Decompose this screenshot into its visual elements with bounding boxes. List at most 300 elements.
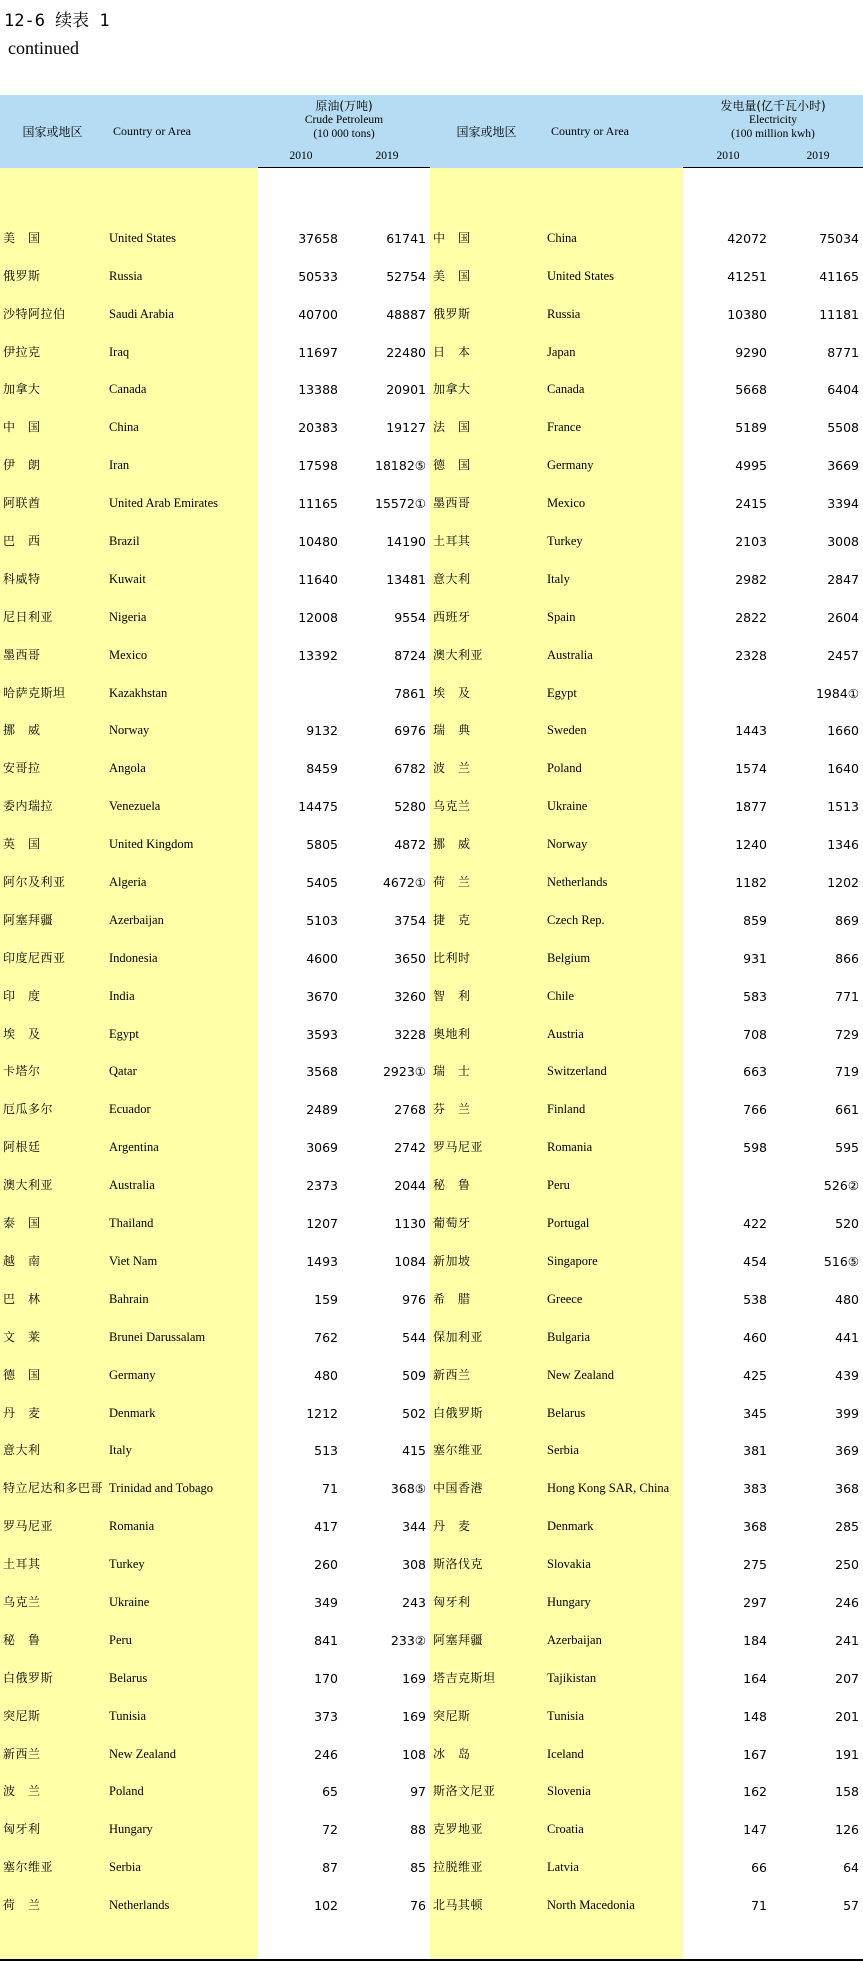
left-country-en: Poland [105, 1768, 258, 1806]
crude-2010-value: 65 [322, 1784, 338, 1800]
crude-2010-value: 246 [314, 1746, 338, 1762]
right-country-cn: 智 利 [430, 972, 543, 1010]
left-country-cn: 土耳其 [0, 1540, 105, 1578]
right-country-cn: 捷 克 [430, 896, 543, 934]
right-country-en: Tajikistan [543, 1654, 683, 1692]
electricity-header-unit: (100 million kwh) [731, 128, 815, 140]
left-country-en: Brunei Darussalam [105, 1313, 258, 1351]
electricity-2010-value: 425 [743, 1367, 767, 1383]
right-country-en: Germany [543, 441, 683, 479]
electricity-2010-value: 42072 [727, 230, 767, 246]
left-country-cn: 荷 兰 [0, 1881, 105, 1919]
left-country-cn: 罗马尼亚 [0, 1502, 105, 1540]
right-country-en: Hong Kong SAR, China [543, 1464, 683, 1502]
electricity-2019-value: 241 [835, 1632, 859, 1648]
left-country-cn: 美 国 [0, 214, 105, 252]
left-country-en: Turkey [105, 1540, 258, 1578]
left-country-en: Algeria [105, 858, 258, 896]
crude-2010-value: 4600 [306, 950, 338, 966]
right-country-cn: 土耳其 [430, 517, 543, 555]
electricity-2019-value: 6404 [827, 382, 859, 398]
crude-2019-value: 368⑤ [390, 1481, 426, 1497]
right-country-en: Chile [543, 972, 683, 1010]
left-country-cn: 突尼斯 [0, 1692, 105, 1730]
electricity-2019-value: 126 [835, 1822, 859, 1838]
electricity-2010-value: 4995 [735, 458, 767, 474]
left-country-en: Belarus [105, 1654, 258, 1692]
right-country-cn: 比利时 [430, 934, 543, 972]
right-country-cn: 突尼斯 [430, 1692, 543, 1730]
crude-2010-value: 8459 [306, 761, 338, 777]
electricity-2010-value: 538 [743, 1291, 767, 1307]
table-row [0, 555, 863, 593]
crude-2010-value: 480 [314, 1367, 338, 1383]
left-country-cn: 厄瓜多尔 [0, 1085, 105, 1123]
electricity-2019-value: 1202 [827, 875, 859, 891]
table-row [0, 1464, 863, 1502]
right-country-cn: 希 腊 [430, 1275, 543, 1313]
right-country-cn: 白俄罗斯 [430, 1389, 543, 1427]
electricity-2019-value: 439 [835, 1367, 859, 1383]
electricity-2010-value: 460 [743, 1329, 767, 1345]
left-country-cn: 泰 国 [0, 1199, 105, 1237]
table-row [0, 252, 863, 290]
electricity-2019-value: 595 [835, 1140, 859, 1156]
left-country-cn: 阿联酋 [0, 479, 105, 517]
electricity-2019-value: 771 [835, 988, 859, 1004]
right-country-en: Peru [543, 1161, 683, 1199]
right-country-cn: 瑞 典 [430, 707, 543, 745]
left-country-en: New Zealand [105, 1730, 258, 1768]
crude-2019-value: 243 [402, 1594, 426, 1610]
crude-2010-value: 1207 [306, 1216, 338, 1232]
left-country-en: Azerbaijan [105, 896, 258, 934]
right-year-2019-header: 2019 [773, 145, 863, 168]
right-country-cn: 澳大利亚 [430, 631, 543, 669]
crude-2019-value: 344 [402, 1519, 426, 1535]
electricity-2010-value: 5668 [735, 382, 767, 398]
crude-2010-value: 13392 [298, 647, 338, 663]
electricity-2019-value: 246 [835, 1594, 859, 1610]
crude-2010-value: 5103 [306, 912, 338, 928]
left-country-en: Argentina [105, 1123, 258, 1161]
left-country-en: Russia [105, 252, 258, 290]
right-country-en: Bulgaria [543, 1313, 683, 1351]
electricity-2010-value: 598 [743, 1140, 767, 1156]
electricity-2019-value: 64 [843, 1860, 859, 1876]
electricity-2010-value: 859 [743, 912, 767, 928]
left-country-cn: 阿尔及利亚 [0, 858, 105, 896]
electricity-2019-value: 869 [835, 912, 859, 928]
right-country-en: North Macedonia [543, 1881, 683, 1919]
left-country-cn: 卡塔尔 [0, 1048, 105, 1086]
left-country-en: Norway [105, 707, 258, 745]
crude-2019-value: 76 [410, 1898, 426, 1914]
table-row [0, 1578, 863, 1616]
table-row [0, 1085, 863, 1123]
crude-2010-value: 260 [314, 1557, 338, 1573]
right-country-cn: 波 兰 [430, 744, 543, 782]
crude-2019-value: 97 [410, 1784, 426, 1800]
crude-2010-value: 170 [314, 1670, 338, 1686]
crude-2010-value: 17598 [298, 458, 338, 474]
right-country-en: Australia [543, 631, 683, 669]
table-row [0, 1161, 863, 1199]
left-country-en: Nigeria [105, 593, 258, 631]
table-row [0, 707, 863, 745]
electricity-2019-value: 399 [835, 1405, 859, 1421]
crude-2010-value: 13388 [298, 382, 338, 398]
crude-2010-value: 9132 [306, 723, 338, 739]
table-row [0, 593, 863, 631]
right-country-cn-header: 国家或地区 [430, 95, 543, 168]
electricity-2010-value: 2982 [735, 571, 767, 587]
right-country-en: Netherlands [543, 858, 683, 896]
right-country-cn: 丹 麦 [430, 1502, 543, 1540]
electricity-2010-value: 1240 [735, 837, 767, 853]
right-country-en: Romania [543, 1123, 683, 1161]
left-country-en: United States [105, 214, 258, 252]
right-country-cn: 瑞 士 [430, 1048, 543, 1086]
crude-2019-value: 20901 [386, 382, 426, 398]
electricity-2010-value: 1877 [735, 799, 767, 815]
table-row [0, 1502, 863, 1540]
crude-2019-value: 3228 [394, 1026, 426, 1042]
electricity-2019-value: 3008 [827, 534, 859, 550]
electricity-2010-value: 583 [743, 988, 767, 1004]
right-country-en: Japan [543, 328, 683, 366]
electricity-2010-value: 297 [743, 1594, 767, 1610]
right-country-en: Azerbaijan [543, 1616, 683, 1654]
electricity-2010-value: 41251 [727, 268, 767, 284]
table-row [0, 1616, 863, 1654]
crude-2019-value: 6782 [394, 761, 426, 777]
electricity-2019-value: 1513 [827, 799, 859, 815]
crude-petroleum-header [258, 95, 430, 145]
left-country-cn: 哈萨克斯坦 [0, 669, 105, 707]
left-country-en: Hungary [105, 1805, 258, 1843]
crude-2019-value: 2923① [382, 1064, 426, 1080]
table-row [0, 1048, 863, 1086]
crude-2010-value: 20383 [298, 420, 338, 436]
electricity-2019-value: 158 [835, 1784, 859, 1800]
crude-2019-value: 509 [402, 1367, 426, 1383]
right-country-cn: 芬 兰 [430, 1085, 543, 1123]
crude-2019-value: 4672① [382, 875, 426, 891]
crude-2010-value: 5405 [306, 875, 338, 891]
right-country-en: Latvia [543, 1843, 683, 1881]
left-country-cn: 挪 威 [0, 707, 105, 745]
crude-2010-value: 50533 [298, 268, 338, 284]
right-country-cn: 奥地利 [430, 1010, 543, 1048]
left-country-en: Iraq [105, 328, 258, 366]
electricity-2010-value: 381 [743, 1443, 767, 1459]
crude-2019-value: 8724 [394, 647, 426, 663]
left-country-cn: 安哥拉 [0, 744, 105, 782]
right-country-cn: 德 国 [430, 441, 543, 479]
left-country-en: Indonesia [105, 934, 258, 972]
left-country-en: India [105, 972, 258, 1010]
right-country-en: Ukraine [543, 782, 683, 820]
electricity-2019-value: 75034 [819, 230, 859, 246]
right-country-cn: 北马其顿 [430, 1881, 543, 1919]
crude-2010-value: 71 [322, 1481, 338, 1497]
left-country-en: Qatar [105, 1048, 258, 1086]
electricity-2010-value: 383 [743, 1481, 767, 1497]
left-country-en: Italy [105, 1427, 258, 1465]
left-country-cn: 澳大利亚 [0, 1161, 105, 1199]
crude-2010-value: 841 [314, 1632, 338, 1648]
crude-2019-value: 19127 [386, 420, 426, 436]
left-country-en: Netherlands [105, 1881, 258, 1919]
crude-2010-value: 2373 [306, 1178, 338, 1194]
crude-2019-value: 4872 [394, 837, 426, 853]
electricity-2019-value: 57 [843, 1898, 859, 1914]
left-country-en: Brazil [105, 517, 258, 555]
table-row [0, 1540, 863, 1578]
right-country-cn: 中国香港 [430, 1464, 543, 1502]
electricity-2019-value: 661 [835, 1102, 859, 1118]
crude-2010-value: 14475 [298, 799, 338, 815]
electricity-2010-value: 2103 [735, 534, 767, 550]
crude-2019-value: 1084 [394, 1253, 426, 1269]
right-country-en: Finland [543, 1085, 683, 1123]
table-row [0, 1881, 863, 1919]
electricity-2019-value: 8771 [827, 344, 859, 360]
left-country-en: Kazakhstan [105, 669, 258, 707]
crude-2019-value: 3260 [394, 988, 426, 1004]
electricity-2010-value: 2415 [735, 496, 767, 512]
table-row [0, 896, 863, 934]
right-country-en: France [543, 403, 683, 441]
crude-2010-value: 1212 [306, 1405, 338, 1421]
electricity-2019-value: 516⑤ [823, 1253, 859, 1269]
right-country-cn: 拉脱维亚 [430, 1843, 543, 1881]
right-country-en: Spain [543, 593, 683, 631]
electricity-2019-value: 368 [835, 1481, 859, 1497]
crude-2019-value: 3650 [394, 950, 426, 966]
crude-2010-value [258, 669, 344, 707]
right-year-2010-header: 2010 [683, 145, 773, 168]
left-year-2019-header: 2019 [344, 145, 430, 168]
table-row [0, 631, 863, 669]
right-country-cn: 荷 兰 [430, 858, 543, 896]
right-country-en: Norway [543, 820, 683, 858]
crude-2010-value: 417 [314, 1519, 338, 1535]
right-country-en: Egypt [543, 669, 683, 707]
left-country-cn: 巴 林 [0, 1275, 105, 1313]
crude-2019-value: 14190 [386, 534, 426, 550]
left-country-en: Saudi Arabia [105, 290, 258, 328]
left-country-cn: 越 南 [0, 1237, 105, 1275]
electricity-2010-value: 5189 [735, 420, 767, 436]
crude-2010-value: 2489 [306, 1102, 338, 1118]
left-country-cn: 白俄罗斯 [0, 1654, 105, 1692]
right-country-en-header: Country or Area [543, 95, 683, 168]
electricity-2010-value: 708 [743, 1026, 767, 1042]
crude-2019-value: 52754 [386, 268, 426, 284]
electricity-2019-value: 1640 [827, 761, 859, 777]
electricity-2010-value: 167 [743, 1746, 767, 1762]
crude-2019-value: 308 [402, 1557, 426, 1573]
table-row [0, 1313, 863, 1351]
electricity-2010-value [683, 1161, 773, 1199]
left-country-en: Bahrain [105, 1275, 258, 1313]
left-year-2010-header: 2010 [258, 145, 344, 168]
left-country-cn: 墨西哥 [0, 631, 105, 669]
electricity-2010-value: 147 [743, 1822, 767, 1838]
left-country-cn: 印度尼西亚 [0, 934, 105, 972]
table-row [0, 1730, 863, 1768]
left-country-en: Angola [105, 744, 258, 782]
left-country-cn: 匈牙利 [0, 1805, 105, 1843]
right-country-cn: 新加坡 [430, 1237, 543, 1275]
electricity-2010-value: 1182 [735, 875, 767, 891]
left-country-cn: 俄罗斯 [0, 252, 105, 290]
table-row [0, 669, 863, 707]
crude-2019-value: 13481 [386, 571, 426, 587]
left-country-cn: 中 国 [0, 403, 105, 441]
crude-2010-value: 40700 [298, 306, 338, 322]
electricity-2019-value: 866 [835, 950, 859, 966]
left-country-cn: 伊 朗 [0, 441, 105, 479]
right-country-cn: 乌克兰 [430, 782, 543, 820]
left-country-cn: 加拿大 [0, 366, 105, 404]
crude-petroleum-header-en: Crude Petroleum [304, 114, 384, 126]
electricity-2010-value: 1574 [735, 761, 767, 777]
electricity-2010-value: 454 [743, 1253, 767, 1269]
electricity-2019-value: 191 [835, 1746, 859, 1762]
table-row [0, 517, 863, 555]
table-row [0, 972, 863, 1010]
crude-2010-value: 87 [322, 1860, 338, 1876]
crude-2019-value: 9554 [394, 609, 426, 625]
left-country-cn: 丹 麦 [0, 1389, 105, 1427]
left-country-en: Egypt [105, 1010, 258, 1048]
right-country-cn: 塞尔维亚 [430, 1427, 543, 1465]
electricity-2019-value: 250 [835, 1557, 859, 1573]
crude-2010-value: 1493 [306, 1253, 338, 1269]
left-country-en: United Arab Emirates [105, 479, 258, 517]
crude-2010-value: 513 [314, 1443, 338, 1459]
right-country-cn: 葡萄牙 [430, 1199, 543, 1237]
electricity-2010-value: 2328 [735, 647, 767, 663]
table-row [0, 1427, 863, 1465]
electricity-2019-value: 480 [835, 1291, 859, 1307]
right-country-en: Iceland [543, 1730, 683, 1768]
left-country-cn: 新西兰 [0, 1730, 105, 1768]
left-country-en: Trinidad and Tobago [105, 1464, 258, 1502]
table-row [0, 328, 863, 366]
crude-2019-value: 61741 [386, 230, 426, 246]
left-country-cn: 阿塞拜疆 [0, 896, 105, 934]
right-country-cn: 加拿大 [430, 366, 543, 404]
right-country-en: Denmark [543, 1502, 683, 1540]
table-row [0, 366, 863, 404]
table-row [0, 1654, 863, 1692]
crude-2019-value: 3754 [394, 912, 426, 928]
electricity-2019-value: 5508 [827, 420, 859, 436]
left-country-en: Germany [105, 1351, 258, 1389]
electricity-2010-value: 184 [743, 1632, 767, 1648]
left-country-en: Ukraine [105, 1578, 258, 1616]
electricity-2019-value: 1984① [815, 685, 859, 701]
table-row [0, 1010, 863, 1048]
crude-2010-value: 5805 [306, 837, 338, 853]
left-country-cn: 波 兰 [0, 1768, 105, 1806]
crude-2019-value: 85 [410, 1860, 426, 1876]
electricity-2010-value: 2822 [735, 609, 767, 625]
right-country-en: Singapore [543, 1237, 683, 1275]
right-country-en: Serbia [543, 1427, 683, 1465]
crude-2019-value: 1130 [394, 1216, 426, 1232]
crude-petroleum-header-unit: (10 000 tons) [313, 128, 375, 140]
electricity-2010-value: 10380 [727, 306, 767, 322]
crude-2019-value: 5280 [394, 799, 426, 815]
left-country-cn: 委内瑞拉 [0, 782, 105, 820]
table-row [0, 934, 863, 972]
table-row [0, 1389, 863, 1427]
right-country-cn: 塔吉克斯坦 [430, 1654, 543, 1692]
table-row [0, 1805, 863, 1843]
table-row [0, 479, 863, 517]
electricity-2010-value: 368 [743, 1519, 767, 1535]
electricity-header-en: Electricity [749, 114, 797, 126]
electricity-2010-value: 275 [743, 1557, 767, 1573]
left-country-cn: 德 国 [0, 1351, 105, 1389]
left-country-cn: 埃 及 [0, 1010, 105, 1048]
right-country-en: Russia [543, 290, 683, 328]
table-row [0, 1123, 863, 1161]
electricity-2010-value [683, 669, 773, 707]
electricity-2010-value: 162 [743, 1784, 767, 1800]
electricity-2019-value: 285 [835, 1519, 859, 1535]
left-country-cn-header: 国家或地区 [0, 95, 105, 168]
right-country-cn: 阿塞拜疆 [430, 1616, 543, 1654]
right-country-en: Belgium [543, 934, 683, 972]
page-title: 12-6 续表 1 [4, 11, 110, 31]
crude-2019-value: 6976 [394, 723, 426, 739]
right-country-cn: 秘 鲁 [430, 1161, 543, 1199]
crude-2010-value: 10480 [298, 534, 338, 550]
right-country-en: Turkey [543, 517, 683, 555]
electricity-2019-value: 369 [835, 1443, 859, 1459]
crude-2010-value: 37658 [298, 230, 338, 246]
right-country-en: Slovakia [543, 1540, 683, 1578]
left-country-cn: 科威特 [0, 555, 105, 593]
left-country-en: Venezuela [105, 782, 258, 820]
crude-2010-value: 349 [314, 1594, 338, 1610]
right-country-cn: 美 国 [430, 252, 543, 290]
left-country-en: Iran [105, 441, 258, 479]
electricity-2019-value: 3669 [827, 458, 859, 474]
right-country-cn: 埃 及 [430, 669, 543, 707]
electricity-2010-value: 9290 [735, 344, 767, 360]
crude-2010-value: 11697 [298, 344, 338, 360]
right-country-en: Switzerland [543, 1048, 683, 1086]
right-country-en: Croatia [543, 1805, 683, 1843]
table-row [0, 290, 863, 328]
electricity-2019-value: 41165 [819, 268, 859, 284]
right-country-en: Hungary [543, 1578, 683, 1616]
right-country-en: Belarus [543, 1389, 683, 1427]
electricity-header-cn: 发电量(亿千瓦小时) [720, 99, 826, 113]
left-country-cn: 阿根廷 [0, 1123, 105, 1161]
right-country-en: Sweden [543, 707, 683, 745]
right-country-en: Portugal [543, 1199, 683, 1237]
left-country-cn: 尼日利亚 [0, 593, 105, 631]
crude-2010-value: 3593 [306, 1026, 338, 1042]
